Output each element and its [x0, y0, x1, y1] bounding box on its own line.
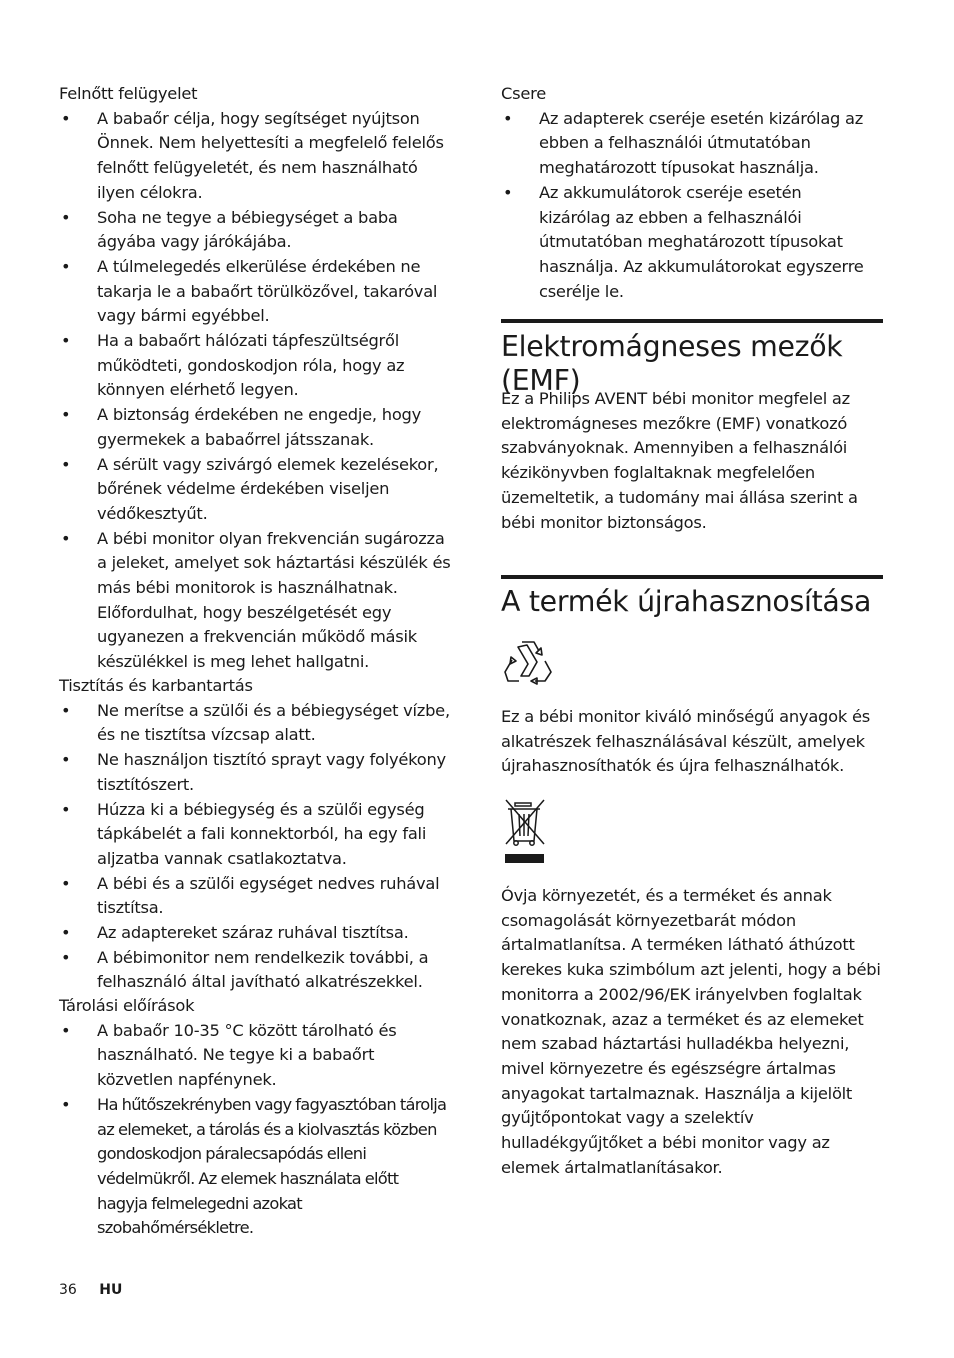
list-item: • Az adapterek cseréje esetén kizárólag az ebben a felhasználói útmutatóban meghatározott típusokat használja.	[501, 107, 877, 181]
list-item: • A bébi és a szülői egységet nedves ruhával tisztítsa.	[59, 872, 451, 921]
list-item: • Ha hűtőszekrényben vagy fagyasztóban tárolja az elemeket, a tárolás és a kiolvasztás közben gondoskodjon páralecsapódás elleni védelmükről. Az elemek használata előtt hagyja felmelegedni azokat szobahőmérsékletre.	[59, 1093, 451, 1241]
supervision-heading: Felnőtt felügyelet	[59, 84, 198, 103]
language-code: HU	[99, 1282, 123, 1298]
section-divider	[501, 575, 883, 579]
recycling-paragraph: Ez a bébi monitor kiváló minőségű anyagok és alkatrészek felhasználásával készült, amelyek újrahasznosíthatók és újra felhasználhatók.	[501, 707, 870, 776]
page-number: 36	[59, 1282, 77, 1298]
storage-heading: Tárolási előírások	[59, 996, 195, 1015]
list-item: • A bébi monitor olyan frekvencián sugározza a jeleket, amelyet sok háztartási készülék és más bébi monitorok is használhatnak. Előfordulhat, hogy beszélgetését egy ugyanezen a frekvencián működő másik készülékkel is meg lehet hallgatni.	[59, 527, 451, 675]
list-item: • Ha a babaőrt hálózati tápfeszültségről működteti, gondoskodjon róla, hogy az könnyen elérhető legyen.	[59, 329, 451, 403]
list-item: • Húzza ki a bébiegység és a szülői egység tápkábelét a fali konnektorból, ha egy fali aljzatba vannak csatlakoztatva.	[59, 798, 451, 872]
list-item: • A biztonság érdekében ne engedje, hogy gyermekek a babaőrrel játsszanak.	[59, 403, 451, 452]
list-item: • Az akkumulátorok cseréje esetén kizárólag az ebben a felhasználói útmutatóban meghatározott típusokat használja. Az akkumulátorokat egyszerre cserélje le.	[501, 181, 877, 305]
supervision-section	[59, 82, 451, 675]
list-item: • Az adaptereket száraz ruhával tisztítsa.	[59, 921, 451, 946]
list-item: • A babaőr célja, hogy segítséget nyújtson Önnek. Nem helyettesíti a megfelelő felelős felnőtt felügyeletét, és nem használható ilyen célokra.	[59, 107, 451, 206]
crossed-out-bin-icon	[502, 798, 548, 866]
list-item: • A babaőr 10-35 °C között tárolható és használható. Ne tegye ki a babaőrt közvetlen napfénynek.	[59, 1019, 451, 1093]
replacement-section	[501, 82, 877, 304]
list-item: • Ne merítse a szülői és a bébiegységet vízbe, és ne tisztítsa vízcsap alatt.	[59, 699, 451, 748]
cleaning-list	[59, 699, 451, 995]
cleaning-section	[59, 674, 451, 995]
cleaning-heading: Tisztítás és karbantartás	[59, 676, 253, 695]
storage-list	[59, 1019, 451, 1241]
list-item: • A túlmelegedés elkerülése érdekében ne takarja le a babaőrt törülközővel, takaróval vagy bármi egyébbel.	[59, 255, 451, 329]
list-item: • A sérült vagy szivárgó elemek kezelésekor, bőrének védelme érdekében viseljen védőkesztyűt.	[59, 453, 451, 527]
replacement-list	[501, 107, 877, 305]
page-footer	[59, 1281, 122, 1299]
disposal-paragraph: Óvja környezetét, és a terméket és annak csomagolását környezetbarát módon ártalmatlanítsa. A terméken látható áthúzott kerekes kuka szimbólum azt jelenti, hogy a bébi monitorra a 2002/96/EK irányelvben foglaltak vonatkoznak, azaz a terméket és az elemeket nem szabad háztartási hulladékba helyezni, mivel környezetre és egészségre ártalmas anyagokat tartalmaznak. Használja a kijelölt gyűjtőpontokat vagy a szelektív hulladékgyűjtőket a bébi monitor vagy az elemek ártalmatlanításakor.	[501, 886, 881, 1177]
section-divider	[501, 319, 883, 323]
emf-title: Elektromágneses mezők (EMF)	[501, 330, 843, 397]
list-item: • Ne használjon tisztító sprayt vagy folyékony tisztítószert.	[59, 748, 451, 797]
supervision-list	[59, 107, 451, 675]
recycling-title: A termék újrahasznosítása	[501, 585, 872, 618]
recycle-icon	[501, 634, 555, 688]
replacement-heading: Csere	[501, 84, 546, 103]
list-item: • A bébimonitor nem rendelkezik további, a felhasználó által javítható alkatrészekkel.	[59, 946, 451, 995]
storage-section	[59, 994, 451, 1241]
emf-paragraph: Ez a Philips AVENT bébi monitor megfelel az elektromágneses mezőkre (EMF) vonatkozó szabványoknak. Amennyiben a felhasználói kézikönyvben foglaltaknak megfelelően üzemeltetik, a tudomány mai állása szerint a bébi monitor biztonságos.	[501, 389, 858, 532]
list-item: • Soha ne tegye a bébiegységet a baba ágyába vagy járókájába.	[59, 206, 451, 255]
